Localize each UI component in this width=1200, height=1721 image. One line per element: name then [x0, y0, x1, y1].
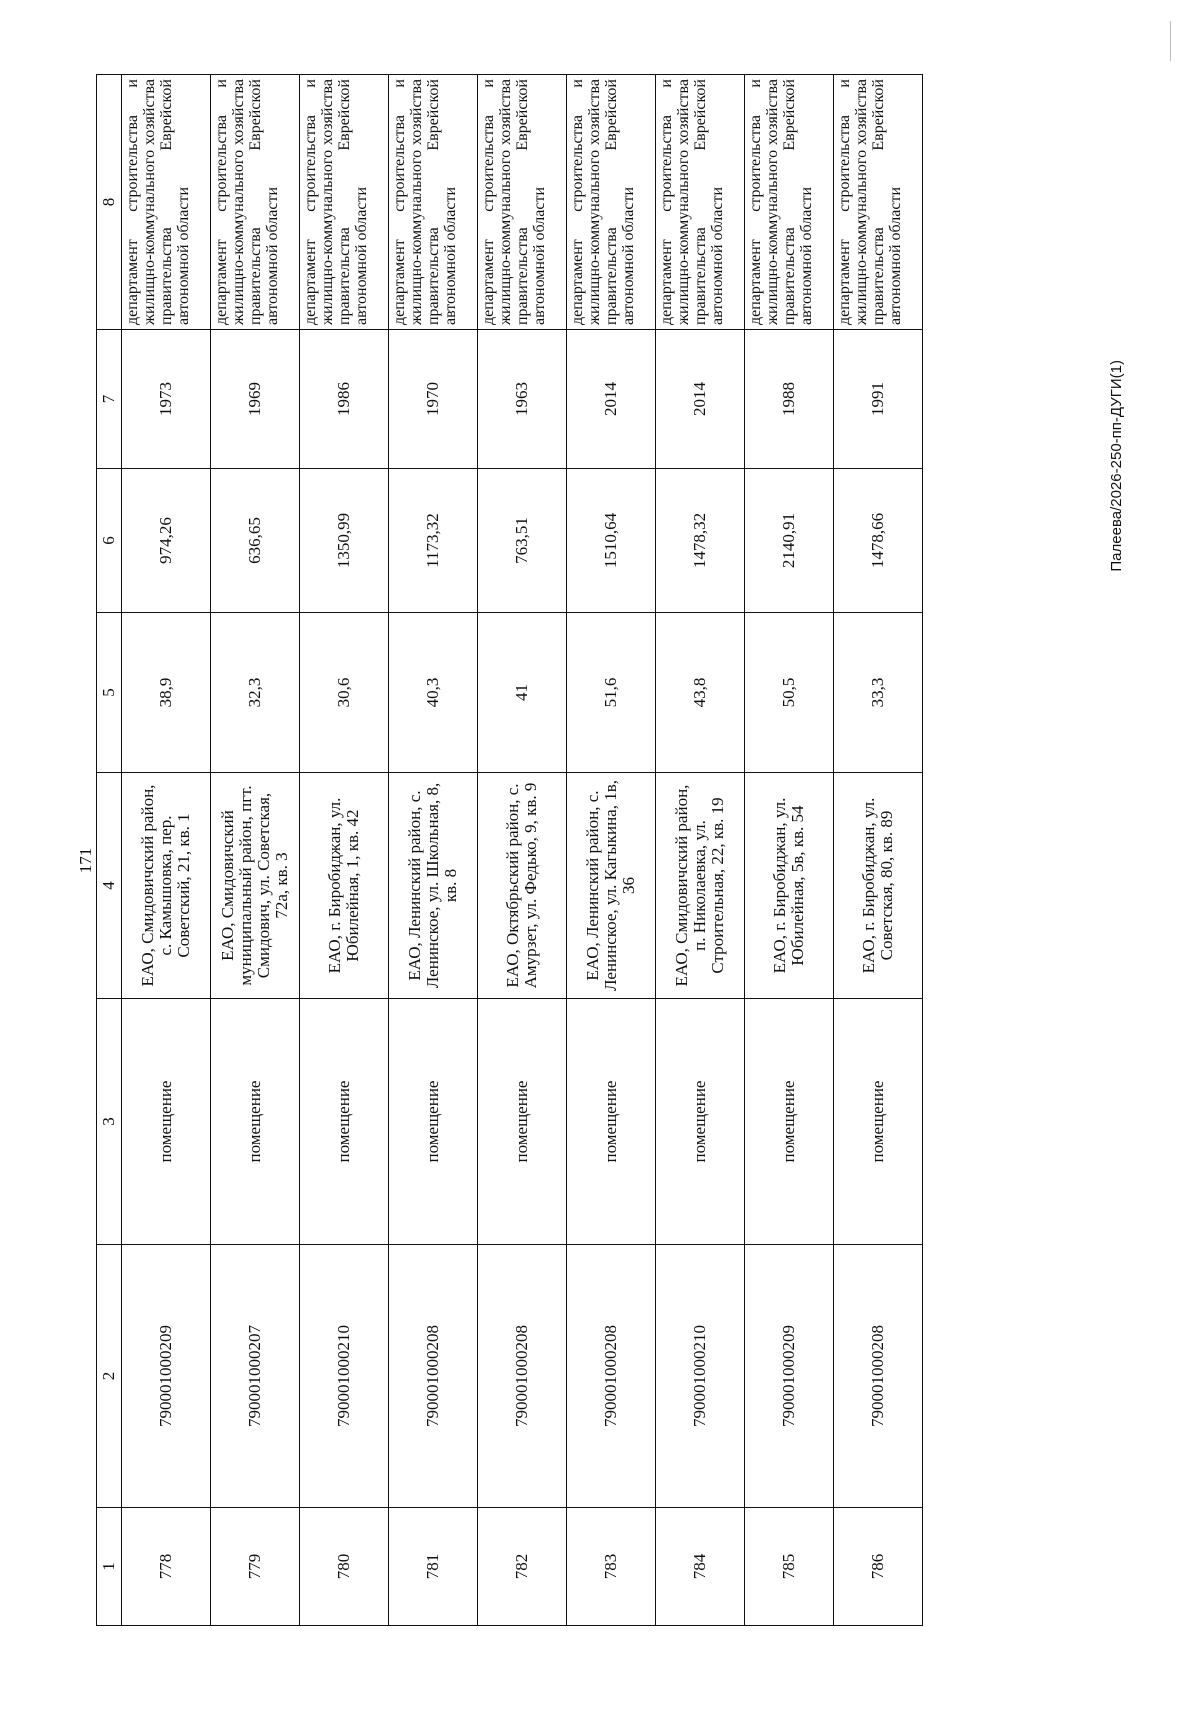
column-header-2: 2 — [97, 1245, 122, 1508]
object-type-cell: помещение — [211, 999, 300, 1245]
value-cell: 1478,66 — [834, 469, 923, 613]
address-cell: ЕАО, г. Биробиджан, ул. Юбилейная, 1, кв. 42 — [300, 773, 389, 999]
address-cell: ЕАО, г. Биробиджан, ул. Советская, 80, кв. 89 — [834, 773, 923, 999]
year-cell: 2014 — [656, 330, 745, 469]
object-type-cell: помещение — [122, 999, 211, 1245]
value-cell: 1350,99 — [300, 469, 389, 613]
object-type-cell: помещение — [567, 999, 656, 1245]
area-cell: 43,8 — [656, 613, 745, 773]
inventory-code-cell: 790001000210 — [300, 1245, 389, 1508]
row-number-cell: 785 — [745, 1508, 834, 1626]
column-header-3: 3 — [97, 999, 122, 1245]
inventory-code-cell: 790001000207 — [211, 1245, 300, 1508]
owner-cell: департамент строительства и жилищно-коммунального хозяйства правительства Еврейской автономной области — [745, 75, 834, 330]
area-cell: 41 — [478, 613, 567, 773]
row-number-cell: 782 — [478, 1508, 567, 1626]
inventory-code-cell: 790001000209 — [745, 1245, 834, 1508]
area-cell: 51,6 — [567, 613, 656, 773]
table-body — [122, 75, 923, 1626]
year-cell: 1991 — [834, 330, 923, 469]
area-cell: 40,3 — [389, 613, 478, 773]
owner-cell: департамент строительства и жилищно-коммунального хозяйства правительства Еврейской автономной области — [567, 75, 656, 330]
column-header-1: 1 — [97, 1508, 122, 1626]
row-number-cell: 779 — [211, 1508, 300, 1626]
address-cell: ЕАО, Смидовичский муниципальный район, пгт. Смидович, ул. Советская, 72а, кв. 3 — [211, 773, 300, 999]
table-row — [745, 75, 834, 1626]
value-cell: 1173,32 — [389, 469, 478, 613]
owner-cell: департамент строительства и жилищно-коммунального хозяйства правительства Еврейской автономной области — [211, 75, 300, 330]
area-cell: 32,3 — [211, 613, 300, 773]
value-cell: 636,65 — [211, 469, 300, 613]
address-cell: ЕАО, г. Биробиджан, ул. Юбилейная, 5в, кв. 54 — [745, 773, 834, 999]
table-row — [211, 75, 300, 1626]
footer-document-code: Палеева/2026-250-пп-ДУГИ(1) — [1108, 360, 1125, 572]
row-number-cell: 783 — [567, 1508, 656, 1626]
column-header-7: 7 — [97, 330, 122, 469]
table-header-row — [97, 75, 122, 1626]
row-number-cell: 786 — [834, 1508, 923, 1626]
area-cell: 38,9 — [122, 613, 211, 773]
column-header-8: 8 — [97, 75, 122, 330]
column-header-5: 5 — [97, 613, 122, 773]
inventory-code-cell: 790001000208 — [834, 1245, 923, 1508]
area-cell: 30,6 — [300, 613, 389, 773]
inventory-code-cell: 790001000208 — [567, 1245, 656, 1508]
inventory-code-cell: 790001000210 — [656, 1245, 745, 1508]
table-row — [834, 75, 923, 1626]
table-row — [389, 75, 478, 1626]
address-cell: ЕАО, Смидовичский район, п. Николаевка, ул. Строительная, 22, кв. 19 — [656, 773, 745, 999]
row-number-cell: 784 — [656, 1508, 745, 1626]
inventory-code-cell: 790001000208 — [478, 1245, 567, 1508]
owner-cell: департамент строительства и жилищно-коммунального хозяйства правительства Еврейской автономной области — [478, 75, 567, 330]
owner-cell: департамент строительства и жилищно-коммунального хозяйства правительства Еврейской автономной области — [834, 75, 923, 330]
value-cell: 763,51 — [478, 469, 567, 613]
column-header-6: 6 — [97, 469, 122, 613]
table-row — [122, 75, 211, 1626]
object-type-cell: помещение — [656, 999, 745, 1245]
page-number: 171 — [76, 847, 95, 874]
registry-table — [96, 74, 923, 1626]
value-cell: 1510,64 — [567, 469, 656, 613]
object-type-cell: помещение — [389, 999, 478, 1245]
row-number-cell: 780 — [300, 1508, 389, 1626]
object-type-cell: помещение — [834, 999, 923, 1245]
year-cell: 1986 — [300, 330, 389, 469]
value-cell: 974,26 — [122, 469, 211, 613]
edge-mark — [1170, 21, 1171, 61]
year-cell: 1973 — [122, 330, 211, 469]
value-cell: 2140,91 — [745, 469, 834, 613]
owner-cell: департамент строительства и жилищно-коммунального хозяйства правительства Еврейской автономной области — [656, 75, 745, 330]
table-row — [300, 75, 389, 1626]
row-number-cell: 778 — [122, 1508, 211, 1626]
inventory-code-cell: 790001000208 — [389, 1245, 478, 1508]
row-number-cell: 781 — [389, 1508, 478, 1626]
table-row — [656, 75, 745, 1626]
object-type-cell: помещение — [478, 999, 567, 1245]
table-row — [478, 75, 567, 1626]
address-cell: ЕАО, Ленинский район, с. Ленинское, ул. Школьная, 8, кв. 8 — [389, 773, 478, 999]
year-cell: 1969 — [211, 330, 300, 469]
table-row — [567, 75, 656, 1626]
object-type-cell: помещение — [300, 999, 389, 1245]
address-cell: ЕАО, Октябрьский район, с. Амурзет, ул. Федько, 9, кв. 9 — [478, 773, 567, 999]
year-cell: 1963 — [478, 330, 567, 469]
column-header-4: 4 — [97, 773, 122, 999]
owner-cell: департамент строительства и жилищно-коммунального хозяйства правительства Еврейской автономной области — [300, 75, 389, 330]
inventory-code-cell: 790001000209 — [122, 1245, 211, 1508]
address-cell: ЕАО, Смидовичский район, с. Камышовка, пер. Советский, 21, кв. 1 — [122, 773, 211, 999]
year-cell: 1988 — [745, 330, 834, 469]
area-cell: 50,5 — [745, 613, 834, 773]
object-type-cell: помещение — [745, 999, 834, 1245]
owner-cell: департамент строительства и жилищно-коммунального хозяйства правительства Еврейской автономной области — [389, 75, 478, 330]
value-cell: 1478,32 — [656, 469, 745, 613]
year-cell: 1970 — [389, 330, 478, 469]
owner-cell: департамент строительства и жилищно-коммунального хозяйства правительства Еврейской автономной области — [122, 75, 211, 330]
year-cell: 2014 — [567, 330, 656, 469]
area-cell: 33,3 — [834, 613, 923, 773]
address-cell: ЕАО, Ленинский район, с. Ленинское, ул. Кагыкина, 1в, 36 — [567, 773, 656, 999]
